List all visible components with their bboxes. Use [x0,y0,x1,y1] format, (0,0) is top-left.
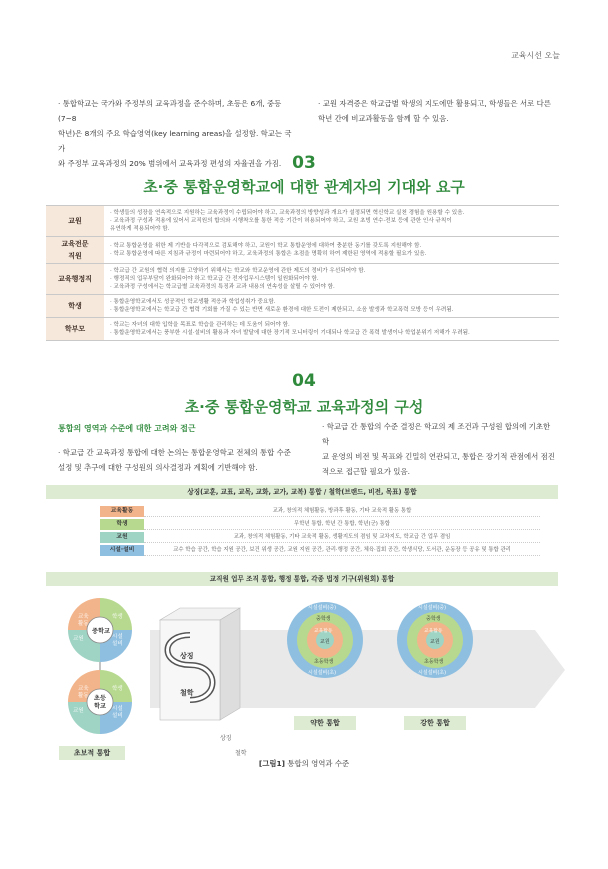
role-row [46,264,559,295]
role-name: 교육행정직 [46,264,104,295]
level-value: 교과, 창의적 체험활동, 방과후 활동, 기타 교육적 활동 통합 [144,506,540,517]
link-label-2: 철학 [235,750,247,757]
weak-integration [287,602,363,678]
magazine-title: 교육시선 오늘 [511,51,560,60]
level-row [100,519,540,530]
organization-bar: 교직원 업무 조직 통합, 행정 통합, 각종 법정 기구(위원회) 통합 [46,572,558,586]
initial-integration-label: 초보적 통합 [59,746,125,760]
svg-text:교원: 교원 [73,708,84,714]
link-label-1: 상징 [220,735,232,742]
figure-number: [그림1] [258,759,285,768]
svg-text:초등학생: 초등학생 [314,659,334,665]
svg-text:시설설비(중): 시설설비(중) [418,605,447,611]
level-value: 교과, 창의적 체험활동, 기타 교육적 활동, 생활지도의 겸임 및 교차지도, 학교급 간 업무 겸임 [144,532,540,543]
role-description: · 학교는 자녀의 대학 입학을 목표로 학습을 관리하는 데 도움이 되어야 함. · 통합운영학교에서는 풍부한 시설·설비의 활용과 자녀 발달에 대한 장기적 모니터링이 기대되나 학교급 간 폭력 발생이나 학업분위기 저해가 우려됨. [104,318,559,341]
svg-text:중학생: 중학생 [426,616,441,622]
role-name: 교원 [46,206,104,237]
role-name: 학부모 [46,318,104,341]
intro-right: · 교원 자격증은 학교급별 학생의 지도에만 활용되고, 학생들은 서로 다른 학년 간에 비교과활동을 함께 할 수 있음. [318,99,551,123]
edu-label: 교육 [78,614,89,620]
role-row [46,206,559,237]
role-description: · 학생들의 성장을 연속적으로 지원하는 교육과정이 수립되어야 하고, 교육과정의 방향성과 개요가 설정되면 혁신학교 실천 경험을 원용할 수 있음. · 교육과정 구성과 적용에 있어서 교직원의 합의와 시행착오를 통한 적응 기간이 허용되어야 하고, 교원 초빙 연수·전보 등에 관한 인사 규칙이 유연하게 적용되어야 함. [104,206,559,237]
level-row [100,545,540,556]
role-name: 학생 [46,295,104,318]
section-number-2: 04 [292,371,316,391]
role-row [46,318,559,341]
tube-label-top: 상징 [180,652,194,660]
svg-text:시설설비(초): 시설설비(초) [308,670,337,676]
role-description: · 통합운영학교에서도 성공적인 학교생활 적응과 학업성취가 중요함. · 통합운영학교에서는 학교급 간 협력 기회를 가질 수 있는 반면 새로운 환경에 대한 도전이 제한되고, 소음 발생과 학교폭력 모방 등이 우려됨. [104,295,559,318]
section-number: 03 [292,153,316,173]
strong-integration-label: 강한 통합 [404,716,466,730]
role-description: · 학교급 간 교원의 협력 의지를 고양하기 위해서는 학교와 학교운영에 관한 제도의 정비가 우선되어야 함. · 행정직의 업무부담이 완화되어야 하고 학교급 간 전자업무시스템이 일원화되어야 함. · 교육과정 구성에서는 학교급별 교육과정의 특징과 교과 내용의 연속성을 살릴 수 있어야 함. [104,264,559,295]
level-row [100,506,540,517]
roles-table [46,205,559,341]
svg-text:초등: 초등 [94,695,106,702]
svg-text:중학생: 중학생 [316,616,331,622]
svg-text:설비: 설비 [112,713,123,719]
figure-caption-text: 통합의 영역과 수준 [287,759,350,768]
svg-text:교원: 교원 [320,639,330,645]
svg-text:시설설비(중): 시설설비(중) [308,605,337,611]
svg-text:활동: 활동 [78,621,89,627]
weak-integration-label: 약한 통합 [294,716,356,730]
integration-levels [100,506,540,558]
level-value: 무학년 통합, 학년 간 통합, 학년(군) 통합 [144,519,540,530]
level-row [100,532,540,543]
role-name: 교육전문 직원 [46,237,104,264]
role-row [46,295,559,318]
svg-text:설비: 설비 [112,641,123,647]
svg-text:교원: 교원 [430,639,440,645]
s4-left: · 학교급 간 교육과정 통합에 대한 논의는 통합운영학교 전체의 통합 수준 설정 및 추구에 대한 구성원의 의사결정과 계획에 기반해야 함. [58,448,291,472]
svg-text:교육: 교육 [78,686,89,692]
svg-text:시설: 시설 [112,634,123,640]
cluster-elementary [68,670,132,734]
section-title: 초·중 통합운영학교에 대한 관계자의 기대와 요구 [143,178,465,196]
integration-diagram [40,590,580,770]
svg-text:학생: 학생 [112,686,123,692]
role-description: · 학교 통합운영을 위한 제 기반을 다각적으로 검토해야 하고, 교원이 학교 통합운영에 대하여 충분한 동기를 갖도록 지원해야 함. · 학교 통합운영에 따른 지침과 규정이 마련되어야 하고, 교육과정의 통합은 초점을 명확히 하여 제한된 영역에 적용할 필요가 있음. [104,237,559,264]
svg-text:시설설비(초): 시설설비(초) [418,670,447,676]
subheading: 통합의 영역과 수준에 대한 고려와 접근 [58,424,196,433]
level-name: 학생 [100,519,144,530]
svg-text:교육활동: 교육활동 [314,629,333,634]
svg-text:활동: 활동 [78,693,89,699]
figure-caption [0,758,608,769]
svg-text:교육활동: 교육활동 [424,629,443,634]
tube-label-bottom: 철학 [180,689,194,697]
section-title-2: 초·중 통합운영학교 교육과정의 구성 [184,398,424,416]
cluster-middle-school [68,598,132,662]
level-name: 교육활동 [100,506,144,517]
symbol-philosophy-bar: 상징(교훈, 교표, 교목, 교화, 교가, 교복) 통합 / 철학(브랜드, 비전, 목표) 통합 [46,485,558,499]
strong-integration [397,602,473,678]
teacher-label: 교원 [73,636,84,642]
svg-text:초등학생: 초등학생 [424,659,444,665]
level-value: 교수 학습 공간, 학습 지원 공간, 보건 위생 공간, 교원 지원 공간, 관리·행정 공간, 체육·집회 공간, 학생식당, 도서관, 운동장 등 공유 및 통합 관리 [144,545,540,556]
level-name: 교원 [100,532,144,543]
svg-text:학교: 학교 [94,703,106,710]
intro-left: · 통합학교는 국가와 주정부의 교육과정을 준수하며, 초등은 6개, 중등(7~8 학년)은 8개의 주요 학습영역(key learning areas)을 설정함. 학교는 국가 와 주정부 교육과정의 20% 범위에서 교육과정 편성의 자율권을 가짐. [58,99,292,168]
role-row [46,237,559,264]
svg-text:시설: 시설 [112,706,123,712]
s4-right: · 학교급 간 통합의 수준 결정은 학교의 제 조건과 구성원 합의에 기초한 학 교 운영의 비전 및 목표와 긴밀히 연관되고, 통합은 장기적 관점에서 점진 적으로 접근할 필요가 있음. [322,422,555,476]
student-label: 학생 [112,614,123,620]
middle-school-label: 중학교 [92,628,110,635]
level-name: 시설·설비 [100,545,144,556]
